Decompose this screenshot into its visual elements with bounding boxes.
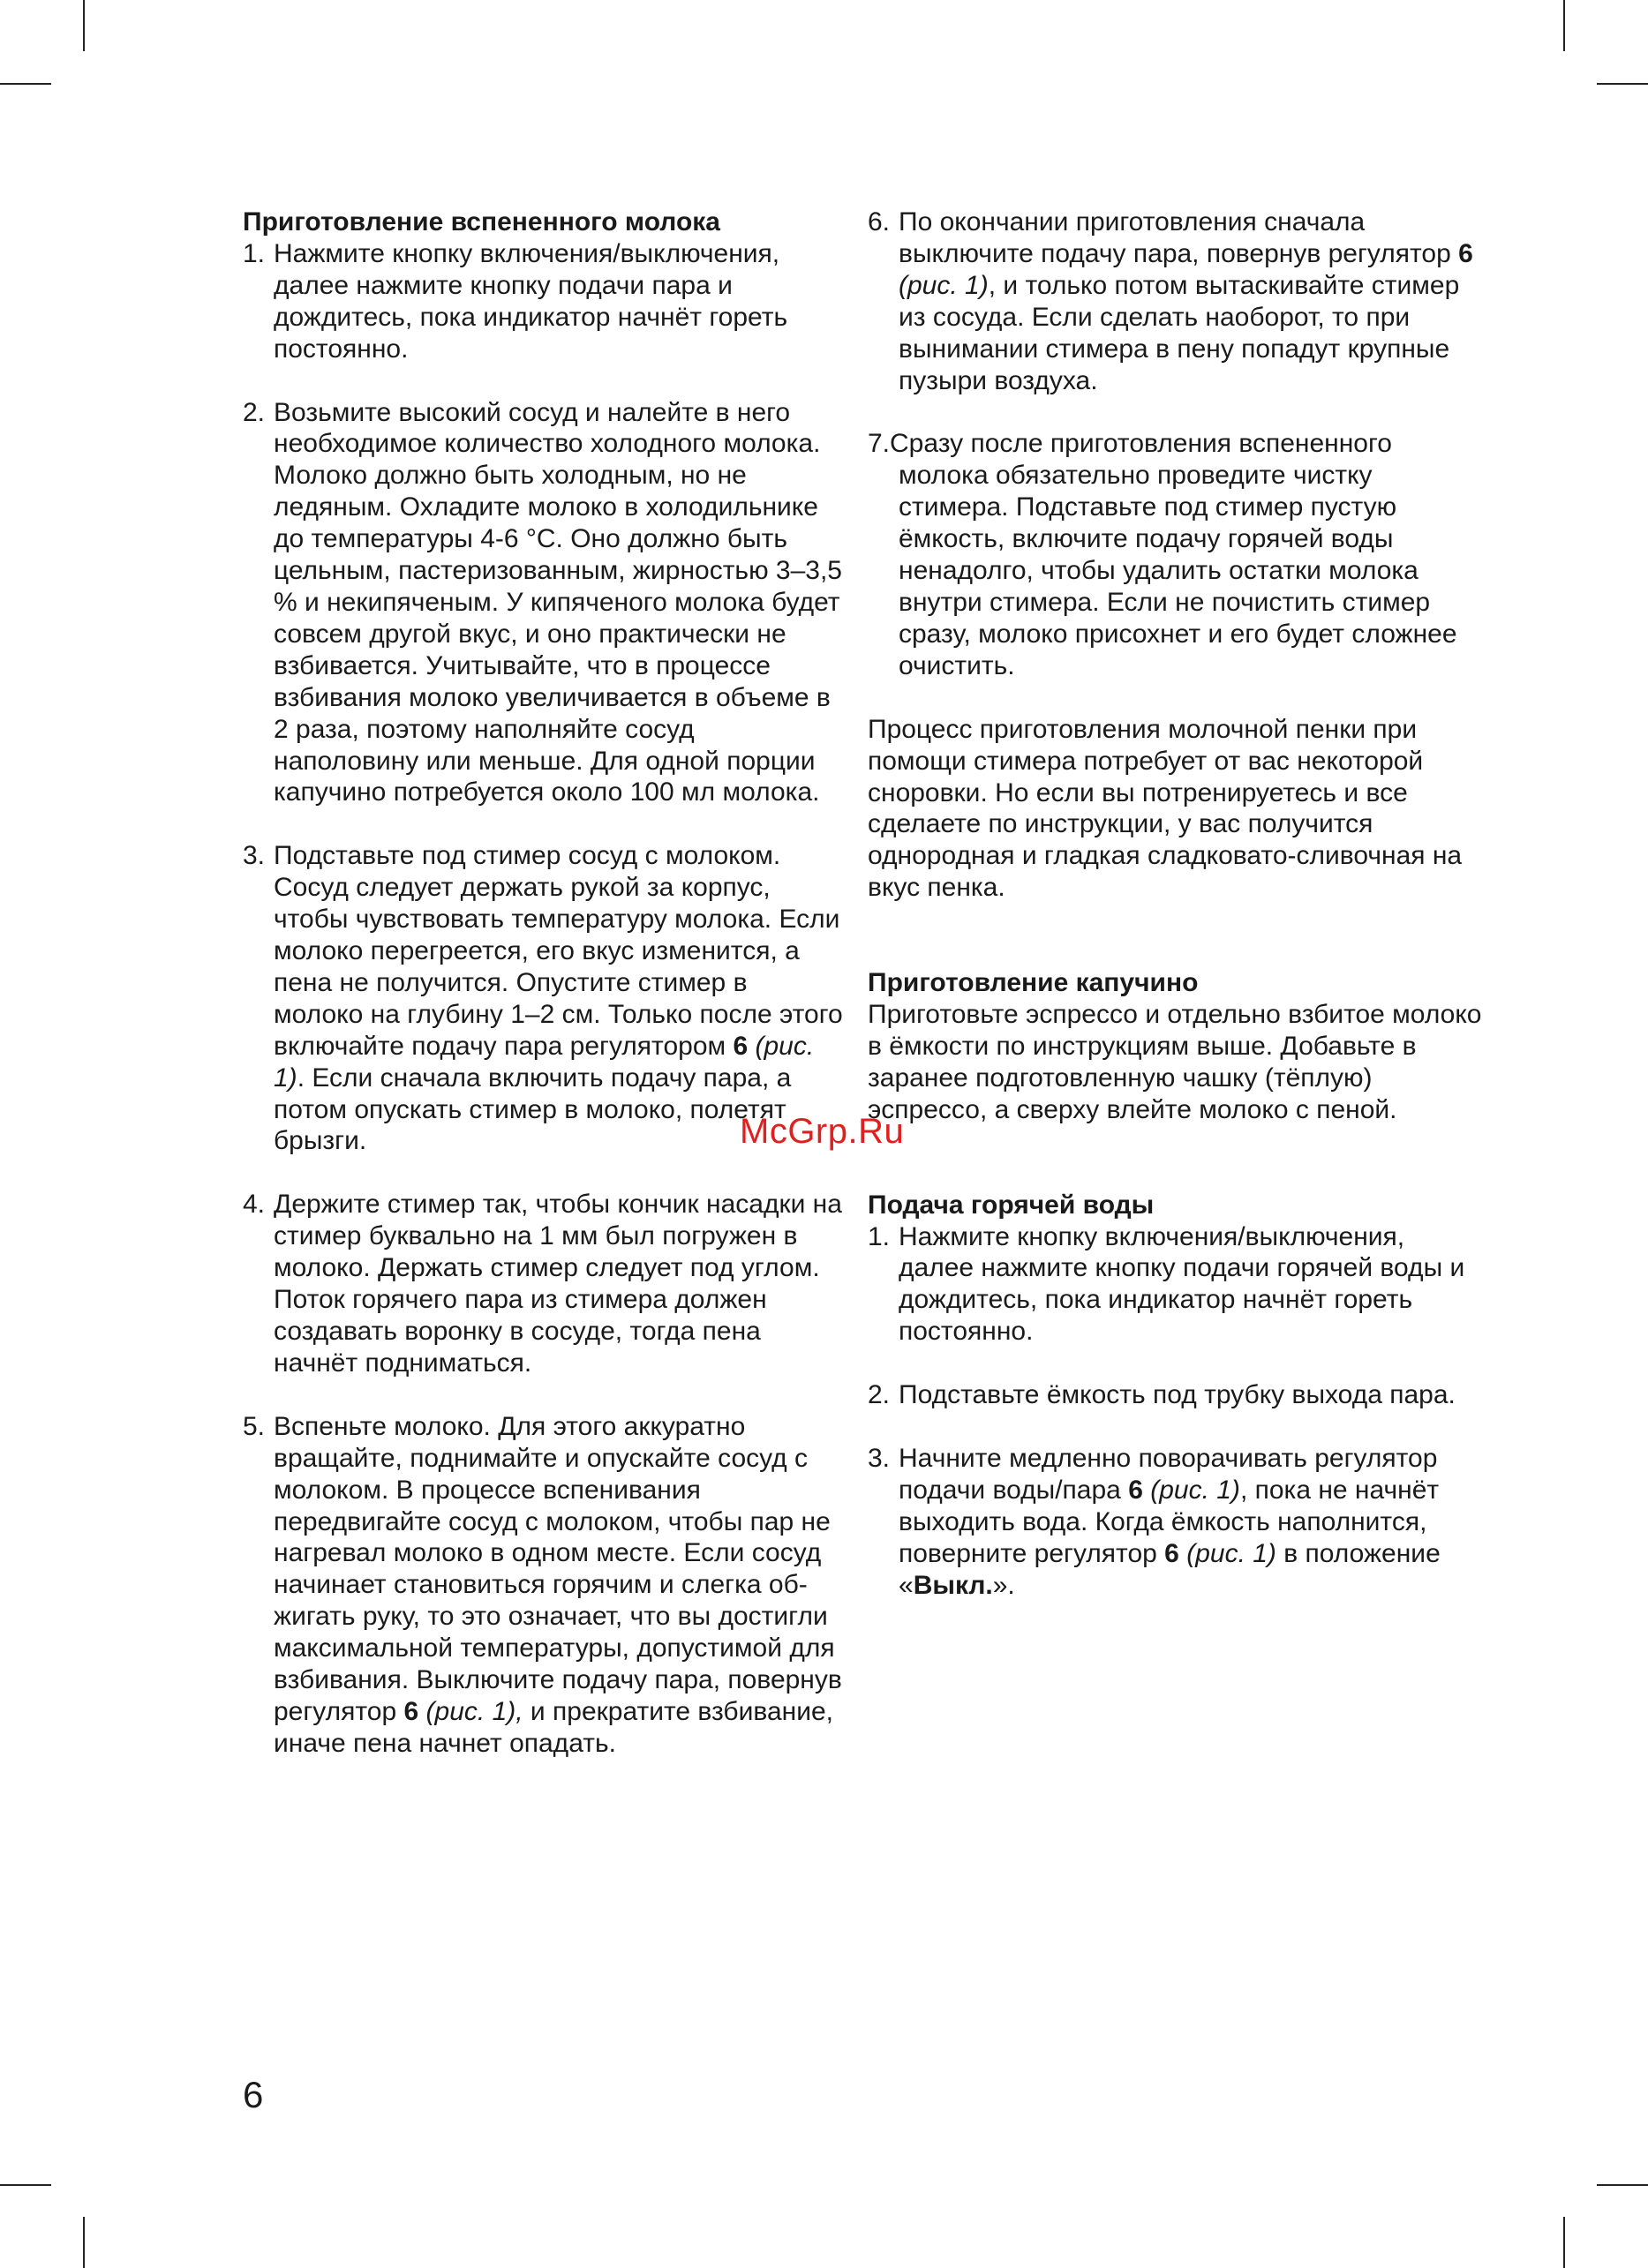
list-item [243,397,843,809]
regulator-number: 6 [1458,238,1473,268]
crop-mark-bottom-left-h [0,2184,51,2186]
crop-mark-bottom-right-v [1563,2217,1565,2268]
summary-paragraph: Процесс приготовления молочной пенки при помощи стимера потребует от вас некоторой сноровки. Но если вы потренируетесь и все сделаете по инструкции, у вас получится однородная и гладкая сладковато-сливочная на вкус пенка. [868,714,1463,903]
page-number: 6 [243,2074,264,2115]
list-number: 6. [868,207,891,237]
figure-reference: (рис. 1) [899,270,989,300]
crop-mark-top-left-v [83,0,85,51]
list-text: Нажмите кнопку включения/выключения, далее нажмите кнопку подачи горячей воды и дождитесь, пока индикатор начнёт гореть постоянно. [899,1221,1465,1347]
figure-reference: (рис. 1) [1150,1476,1240,1505]
list-number: 4. [243,1190,266,1220]
list-text: Держите стимер так, чтобы кончик насадки на стимер буквально на 1 мм был погружен в молоко. Держать стимер следует под углом. Поток горячего пара из стимера должен создавать воронку в сосуде, тогда пена начнёт подниматься. [274,1190,842,1378]
list-number: 3. [243,841,266,871]
left-column [243,207,843,1760]
list-text: Подставьте под стимер сосуд с молоком. Сосуд следует держать рукой за корпус, чтобы чувствовать температуру молока. Если молоко перегреется, его вкус изменится, а пена не получится. Опустите стимер в молоко на глубину 1–2 см. Только после этого включайте подачу пара регулятором 6 (рис. 1). Если сначала включить подачу пара, а потом опускать стимер в молоко, полетят брызги. [274,841,843,1156]
list-item [243,238,843,365]
list-number: 3. [868,1444,891,1474]
list-item [243,840,843,1157]
crop-mark-top-right-h [1597,83,1648,85]
list-item [243,1411,843,1760]
crop-mark-bottom-left-v [83,2217,85,2268]
list-item [868,1443,1486,1602]
figure-reference: (рис. 1) [1186,1538,1276,1568]
cappuccino-paragraph: Приготовьте эспрессо и отдельно взбитое молоко в ёмкости по инструкциям выше. Добавьте в заранее подготовленную чашку (тёплую) эспрессо, а сверху влейте молоко с пеной. [868,1000,1482,1124]
regulator-number: 6 [1128,1476,1143,1505]
regulator-number: 6 [1164,1538,1179,1568]
figure-reference: (рис. 1), [425,1696,523,1726]
list-text: Подставьте ёмкость под трубку выхода пара. [899,1380,1456,1410]
list-item [868,207,1486,396]
right-column [868,207,1486,1602]
list-item-7: 7.Сразу после приготовления вспененного молока обязательно проведите чистку стимера. Подставьте под стимер пустую ёмкость, включите подачу горячей воды ненадолго, чтобы удалить остатки молока внутри стимера. Если не почистить стимер сразу, молоко присохнет и его будет сложнее очистить. [868,429,1457,680]
list-text: По окончании приготовления сначала выключите подачу пара, повернув регулятор 6 (рис. 1), и только потом вытаскивайте стимер из сосуда. Если сделать наоборот, то при вынимании стимера в пену попадут крупные пузыри воздуха. [899,207,1473,395]
list-text: Вспеньте молоко. Для этого аккуратно вращайте, поднимайте и опускайте сосуд с молоком. В процессе вспенивания передвигайте сосуд с молоком, чтобы пар не нагревал молоко в одном месте. Если сосуд начинает становиться горячим и слегка обжигать руку, то это означает, что вы достигли максимальной температуры, допустимой для взбивания. Выключите подачу пара, повернув регулятор 6 (рис. 1), и прекратите взбивание, иначе пена начнет опадать. [274,1411,842,1758]
crop-mark-top-right-v [1563,0,1565,51]
watermark: McGrp.Ru [740,1112,905,1151]
list-number: 1. [243,238,266,268]
regulator-number: 6 [733,1031,749,1061]
section-heading-cappuccino: Приготовление капучино [868,968,1199,998]
figure-reference: (рис. 1) [274,1031,815,1093]
section-heading-frothed-milk: Приготовление вспененного молока [243,207,720,237]
list-text: Начните медленно поворачивать регулятор подачи воды/пара 6 (рис. 1), пока не начнёт выходить вода. Когда ёмкость наполнится, поверните регулятор 6 (рис. 1) в положение «Выкл.». [899,1444,1441,1600]
list-number: 2. [868,1380,891,1410]
list-number: 2. [243,397,266,427]
list-item [243,1189,843,1378]
off-position-label: Выкл. [913,1570,993,1600]
crop-mark-top-left-h [0,83,51,85]
list-text: Возьмите высокий сосуд и налейте в него необходимое количество холодного молока. Молоко должно быть холодным, но не ледяным. Охладите молоко в холодильнике до температуры 4-6 °С. Оно должно быть цельным, пастеризованным, жирностью 3–3,5 % и некипяченым. У кипяченого молока будет совсем другой вкус, и оно практически не взбивается. Учитывайте, что в процессе взбивания молоко увеличивается в объеме в 2 раза, поэтому наполняйте сосуд наполовину или меньше. Для одной порции капучино потребуется около 100 мл молока. [274,397,842,807]
regulator-number: 6 [403,1696,419,1726]
crop-mark-bottom-right-h [1597,2184,1648,2186]
list-number: 5. [243,1411,266,1441]
list-item [868,1379,1486,1411]
list-number: 1. [868,1221,891,1251]
list-text: Нажмите кнопку включения/выключения, далее нажмите кнопку подачи пара и дождитесь, пока индикатор начнёт гореть постоянно. [274,238,788,364]
list-item [868,1221,1486,1348]
section-heading-hot-water: Подача горячей воды [868,1190,1155,1220]
